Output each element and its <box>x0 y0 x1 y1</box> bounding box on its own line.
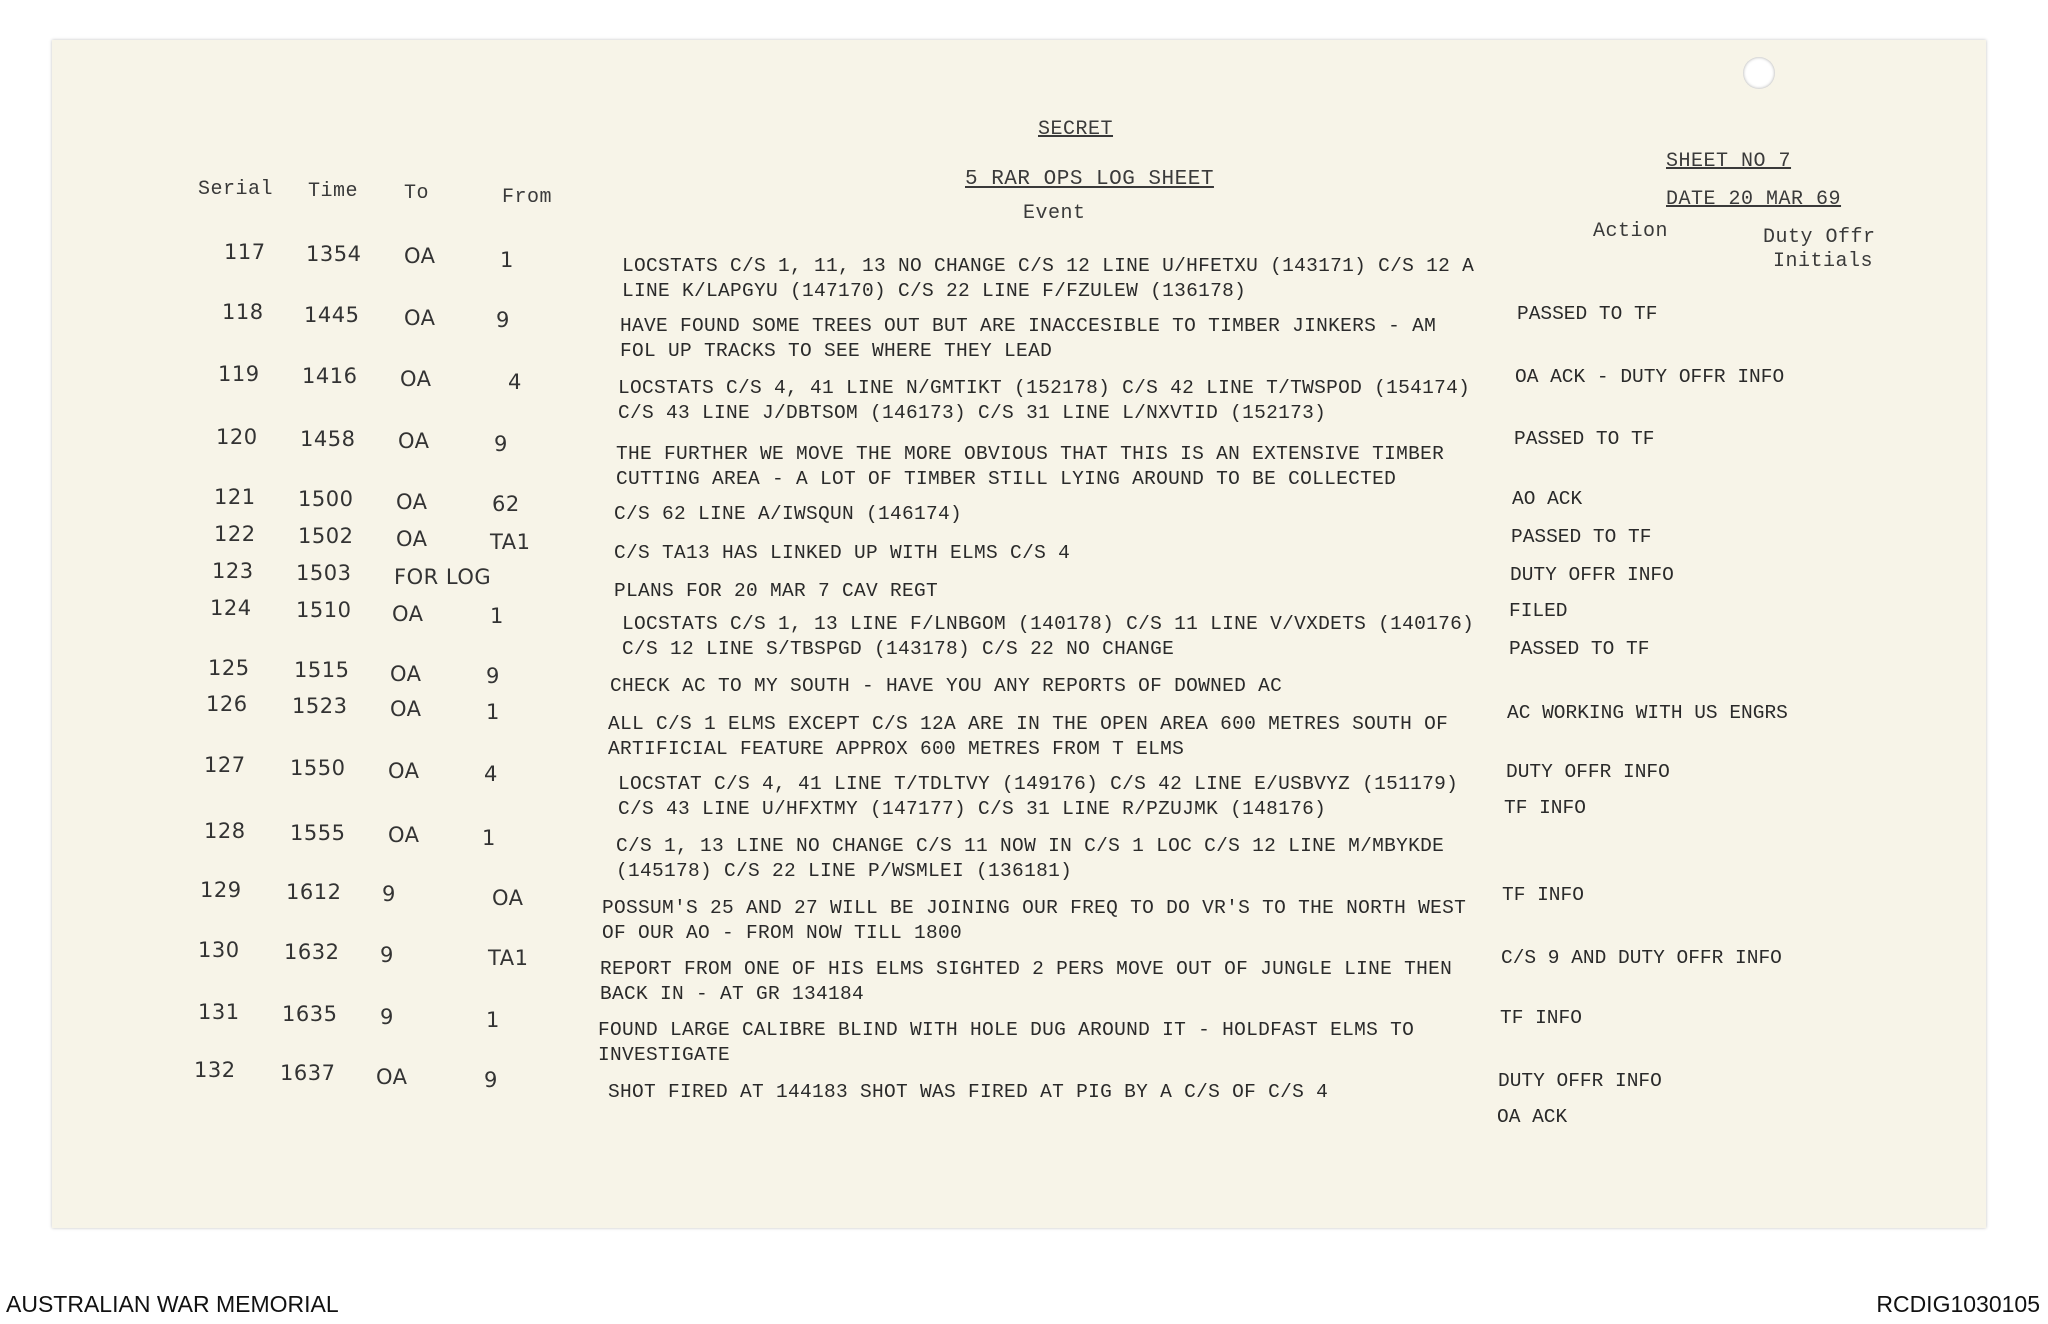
cell-from: 1 <box>482 826 496 850</box>
cell-to: OA <box>390 697 422 721</box>
punch-hole <box>1743 57 1775 89</box>
cell-time: 1637 <box>280 1061 336 1085</box>
cell-time: 1445 <box>304 303 360 327</box>
cell-event <box>614 541 1070 566</box>
column-header-duty-offr: Duty Offr <box>1763 226 1876 249</box>
event-line: C/S 62 LINE A/IWSQUN (146174) <box>614 503 963 525</box>
archive-credit: AUSTRALIAN WAR MEMORIAL <box>6 1291 339 1317</box>
event-line: FOL UP TRACKS TO SEE WHERE THEY LEAD <box>620 340 1053 362</box>
classification-label: SECRET <box>1038 118 1114 141</box>
cell-action: TF INFO <box>1500 1007 1582 1029</box>
cell-action: OA ACK - DUTY OFFR INFO <box>1515 366 1785 388</box>
cell-from: TA1 <box>488 946 529 970</box>
cell-event <box>614 502 962 527</box>
cell-time: 1354 <box>306 242 362 266</box>
cell-action: DUTY OFFR INFO <box>1506 761 1670 783</box>
cell-time: 1635 <box>282 1002 338 1026</box>
cell-to: OA <box>398 429 430 453</box>
cell-serial: 119 <box>218 362 260 386</box>
event-line: BACK IN - AT GR 134184 <box>600 983 865 1005</box>
cell-from: 1 <box>490 604 504 628</box>
cell-event <box>618 376 1470 426</box>
event-line: CUTTING AREA - A LOT OF TIMBER STILL LYING AROUND TO BE COLLECTED <box>616 468 1397 490</box>
cell-action: TF INFO <box>1502 884 1584 906</box>
cell-action: PASSED TO TF <box>1514 428 1655 450</box>
sheet-number: SHEET NO 7 <box>1666 150 1792 173</box>
cell-to: 9 <box>382 882 396 906</box>
cell-event <box>610 674 1282 699</box>
event-line: ARTIFICIAL FEATURE APPROX 600 METRES FROM T ELMS <box>608 738 1185 760</box>
cell-time: 1515 <box>294 658 350 682</box>
cell-action: PASSED TO TF <box>1517 303 1658 325</box>
cell-serial: 131 <box>198 1000 240 1024</box>
cell-event <box>598 1018 1414 1068</box>
cell-to: OA <box>396 527 428 551</box>
cell-serial: 129 <box>200 878 242 902</box>
cell-time: 1632 <box>284 940 340 964</box>
sheet-date: DATE 20 MAR 69 <box>1666 188 1842 211</box>
cell-event <box>608 712 1448 762</box>
cell-serial: 128 <box>204 819 246 843</box>
cell-time: 1510 <box>296 598 352 622</box>
cell-to: OA <box>404 306 436 330</box>
cell-from: 1 <box>486 1008 500 1032</box>
event-line: C/S 12 LINE S/TBSPGD (143178) C/S 22 NO CHANGE <box>622 638 1175 660</box>
column-header-action: Action <box>1593 220 1669 243</box>
cell-event <box>618 772 1458 822</box>
cell-action: AO ACK <box>1512 488 1583 510</box>
extra-action-note: OA ACK <box>1497 1106 1568 1128</box>
cell-to: FOR LOG <box>394 565 492 589</box>
column-header-to: To <box>404 182 430 205</box>
cell-time: 1458 <box>300 427 356 451</box>
cell-action: FILED <box>1509 600 1568 622</box>
event-line: C/S 43 LINE J/DBTSOM (146173) C/S 31 LINE L/NXVTID (152173) <box>618 402 1327 424</box>
cell-serial: 123 <box>212 559 254 583</box>
cell-time: 1550 <box>290 756 346 780</box>
column-header-initials: Initials <box>1773 250 1874 273</box>
cell-from: 1 <box>486 700 500 724</box>
cell-event <box>600 957 1452 1007</box>
archive-reference: RCDIG1030105 <box>1876 1291 2040 1317</box>
cell-time: 1503 <box>296 561 352 585</box>
cell-serial: 122 <box>214 522 256 546</box>
cell-event <box>620 314 1436 364</box>
cell-event <box>602 896 1466 946</box>
cell-serial: 126 <box>206 692 248 716</box>
cell-action: TF INFO <box>1504 797 1586 819</box>
cell-time: 1612 <box>286 880 342 904</box>
cell-to: OA <box>390 662 422 686</box>
cell-action: DUTY OFFR INFO <box>1510 564 1674 586</box>
cell-time: 1502 <box>298 524 354 548</box>
cell-action: PASSED TO TF <box>1511 526 1652 548</box>
document-title: 5 RAR OPS LOG SHEET <box>965 168 1214 191</box>
event-line: FOUND LARGE CALIBRE BLIND WITH HOLE DUG AROUND IT - HOLDFAST ELMS TO <box>598 1019 1415 1041</box>
cell-to: OA <box>388 823 420 847</box>
cell-to: 9 <box>380 943 394 967</box>
cell-serial: 132 <box>194 1058 236 1082</box>
event-line: OF OUR AO - FROM NOW TILL 1800 <box>602 922 963 944</box>
cell-event <box>622 612 1474 662</box>
cell-from: OA <box>492 886 524 910</box>
cell-serial: 121 <box>214 485 256 509</box>
cell-to: OA <box>376 1065 408 1089</box>
cell-action: PASSED TO TF <box>1509 638 1650 660</box>
cell-from: 4 <box>508 370 522 394</box>
column-header-serial: Serial <box>198 178 274 201</box>
event-line: C/S 43 LINE U/HFXTMY (147177) C/S 31 LINE R/PZUJMK (148176) <box>618 798 1327 820</box>
column-header-from: From <box>502 186 553 209</box>
event-line: HAVE FOUND SOME TREES OUT BUT ARE INACCESIBLE TO TIMBER JINKERS - AM <box>620 315 1437 337</box>
cell-from: 9 <box>486 664 500 688</box>
event-line: ALL C/S 1 ELMS EXCEPT C/S 12A ARE IN THE OPEN AREA 600 METRES SOUTH OF <box>608 713 1449 735</box>
cell-from: 1 <box>500 248 514 272</box>
cell-action: AC WORKING WITH US ENGRS <box>1507 702 1788 724</box>
event-line: POSSUM'S 25 AND 27 WILL BE JOINING OUR FREQ TO DO VR'S TO THE NORTH WEST <box>602 897 1467 919</box>
cell-to: OA <box>388 759 420 783</box>
event-line: SHOT FIRED AT 144183 SHOT WAS FIRED AT PIG BY A C/S OF C/S 4 <box>608 1081 1329 1103</box>
event-line: LINE K/LAPGYU (147170) C/S 22 LINE F/FZULEW (136178) <box>622 280 1247 302</box>
event-line: PLANS FOR 20 MAR 7 CAV REGT <box>614 580 939 602</box>
cell-serial: 117 <box>224 240 266 264</box>
cell-to: OA <box>400 367 432 391</box>
cell-from: 9 <box>484 1068 498 1092</box>
cell-from: 9 <box>496 308 510 332</box>
cell-to: OA <box>392 602 424 626</box>
event-line: (145178) C/S 22 LINE P/WSMLEI (136181) <box>616 860 1073 882</box>
event-line: CHECK AC TO MY SOUTH - HAVE YOU ANY REPORTS OF DOWNED AC <box>610 675 1283 697</box>
event-line: INVESTIGATE <box>598 1044 731 1066</box>
cell-serial: 124 <box>210 596 252 620</box>
cell-from: 9 <box>494 432 508 456</box>
cell-to: 9 <box>380 1005 394 1029</box>
cell-to: OA <box>404 244 436 268</box>
cell-event <box>614 579 938 604</box>
cell-event <box>616 834 1444 884</box>
cell-serial: 118 <box>222 300 264 324</box>
column-header-time: Time <box>308 180 359 203</box>
cell-serial: 125 <box>208 656 250 680</box>
cell-event <box>616 442 1444 492</box>
cell-from: 4 <box>484 762 498 786</box>
cell-from: 62 <box>492 492 520 516</box>
cell-time: 1416 <box>302 364 358 388</box>
event-line: LOCSTATS C/S 4, 41 LINE N/GMTIKT (152178) C/S 42 LINE T/TWSPOD (154174) <box>618 377 1471 399</box>
event-line: THE FURTHER WE MOVE THE MORE OBVIOUS THAT THIS IS AN EXTENSIVE TIMBER <box>616 443 1445 465</box>
cell-event <box>622 254 1474 304</box>
cell-time: 1555 <box>290 821 346 845</box>
cell-action: DUTY OFFR INFO <box>1498 1070 1662 1092</box>
cell-action: C/S 9 AND DUTY OFFR INFO <box>1501 947 1782 969</box>
cell-time: 1500 <box>298 487 354 511</box>
cell-to: OA <box>396 490 428 514</box>
cell-serial: 130 <box>198 938 240 962</box>
event-line: LOCSTAT C/S 4, 41 LINE T/TDLTVY (149176) C/S 42 LINE E/USBVYZ (151179) <box>618 773 1459 795</box>
column-header-event: Event <box>1023 202 1086 225</box>
event-line: C/S TA13 HAS LINKED UP WITH ELMS C/S 4 <box>614 542 1071 564</box>
event-line: LOCSTATS C/S 1, 13 LINE F/LNBGOM (140178) C/S 11 LINE V/VXDETS (140176) <box>622 613 1475 635</box>
event-line: C/S 1, 13 LINE NO CHANGE C/S 11 NOW IN C/S 1 LOC C/S 12 LINE M/MBYKDE <box>616 835 1445 857</box>
event-line: LOCSTATS C/S 1, 11, 13 NO CHANGE C/S 12 LINE U/HFETXU (143171) C/S 12 A <box>622 255 1475 277</box>
event-line: REPORT FROM ONE OF HIS ELMS SIGHTED 2 PERS MOVE OUT OF JUNGLE LINE THEN <box>600 958 1453 980</box>
cell-serial: 127 <box>204 753 246 777</box>
cell-time: 1523 <box>292 694 348 718</box>
cell-from: TA1 <box>490 530 531 554</box>
cell-event <box>608 1080 1328 1105</box>
cell-serial: 120 <box>216 425 258 449</box>
